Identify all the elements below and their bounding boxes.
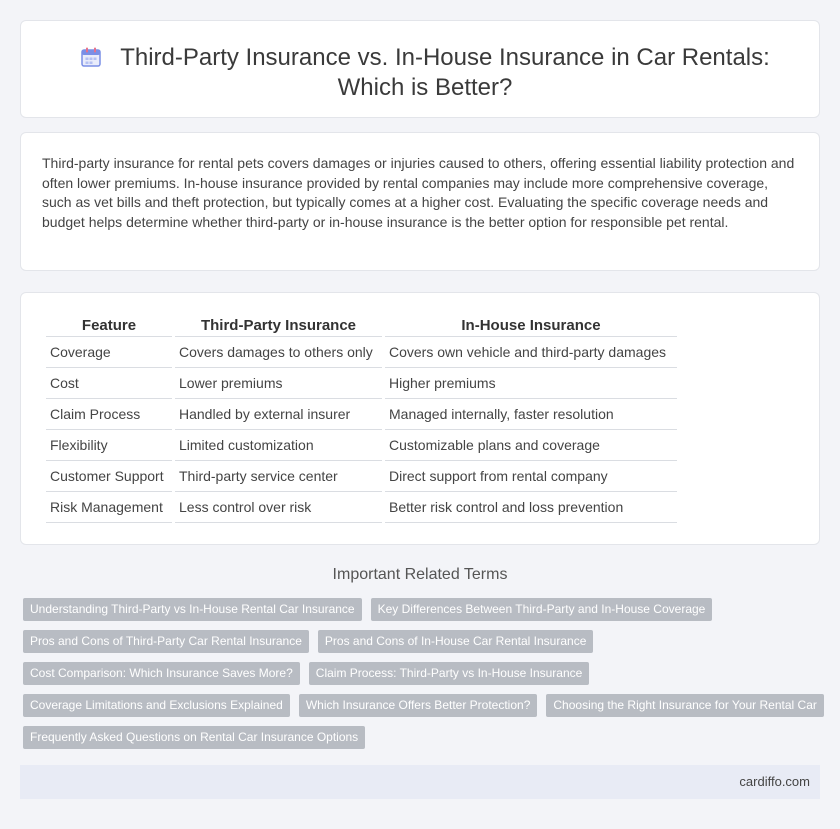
table-cell: Risk Management <box>46 492 172 523</box>
related-term-link[interactable]: Key Differences Between Third-Party and In-House Coverage <box>371 598 713 621</box>
tag-row <box>23 662 823 685</box>
related-term-link[interactable]: Frequently Asked Questions on Rental Car Insurance Options <box>23 726 365 749</box>
table-row <box>46 430 677 461</box>
table-cell: Less control over risk <box>175 492 382 523</box>
related-term-link[interactable]: Claim Process: Third-Party vs In-House Insurance <box>309 662 590 685</box>
related-term-link[interactable]: Pros and Cons of In-House Car Rental Insurance <box>318 630 593 653</box>
title-wrap <box>51 43 799 103</box>
intro-card <box>20 132 820 271</box>
table-cell: Claim Process <box>46 399 172 430</box>
tag-row <box>23 726 823 749</box>
table-cell: Covers own vehicle and third-party damages <box>385 337 677 368</box>
footer <box>20 765 820 799</box>
table-cell: Better risk control and loss prevention <box>385 492 677 523</box>
related-term-link[interactable]: Cost Comparison: Which Insurance Saves More? <box>23 662 300 685</box>
tag-row <box>23 598 823 621</box>
table-cell: Limited customization <box>175 430 382 461</box>
table-cell: Lower premiums <box>175 368 382 399</box>
page-title: Third-Party Insurance vs. In-House Insurance in Car Rentals: Which is Better? <box>120 44 770 101</box>
page-title-line <box>51 43 799 103</box>
table-row <box>46 368 677 399</box>
footer-brand: cardiffo.com <box>739 774 810 789</box>
table-cell: Direct support from rental company <box>385 461 677 492</box>
table-row <box>46 492 677 523</box>
related-term-link[interactable]: Coverage Limitations and Exclusions Explained <box>23 694 290 717</box>
table-cell: Handled by external insurer <box>175 399 382 430</box>
table-cell: Third-party service center <box>175 461 382 492</box>
table-cell: Customer Support <box>46 461 172 492</box>
header-card <box>20 20 820 118</box>
comparison-table <box>43 315 680 523</box>
related-terms-heading: Important Related Terms <box>332 566 508 583</box>
related-term-link[interactable]: Which Insurance Offers Better Protection? <box>299 694 538 717</box>
table-cell: Flexibility <box>46 430 172 461</box>
tag-row <box>23 630 823 653</box>
column-header-feature: Feature <box>46 315 172 337</box>
related-terms-list <box>23 598 823 758</box>
table-cell: Cost <box>46 368 172 399</box>
column-header-third-party: Third-Party Insurance <box>175 315 382 337</box>
related-term-link[interactable]: Pros and Cons of Third-Party Car Rental Insurance <box>23 630 309 653</box>
table-cell: Managed internally, faster resolution <box>385 399 677 430</box>
intro-paragraph: Third-party insurance for rental pets covers damages or injuries caused to others, offering essential liability protection and often lower premiums. In-house insurance provided by rental companies may include more comprehensive coverage, such as vet bills and theft protection, but typically comes at a higher cost. Evaluating the specific coverage needs and budget helps determine whether third-party or in-house insurance is the better option for responsible pet rental. <box>42 155 795 230</box>
table-cell: Higher premiums <box>385 368 677 399</box>
tag-row <box>23 694 823 717</box>
related-term-link[interactable]: Choosing the Right Insurance for Your Rental Car <box>546 694 824 717</box>
table-row <box>46 399 677 430</box>
table-cell: Covers damages to others only <box>175 337 382 368</box>
calendar-icon <box>80 46 102 68</box>
related-term-link[interactable]: Understanding Third-Party vs In-House Rental Car Insurance <box>23 598 362 621</box>
comparison-card <box>20 292 820 545</box>
column-header-in-house: In-House Insurance <box>385 315 677 337</box>
table-row <box>46 461 677 492</box>
table-cell: Customizable plans and coverage <box>385 430 677 461</box>
table-row <box>46 337 677 368</box>
table-header-row <box>46 315 677 337</box>
table-cell: Coverage <box>46 337 172 368</box>
